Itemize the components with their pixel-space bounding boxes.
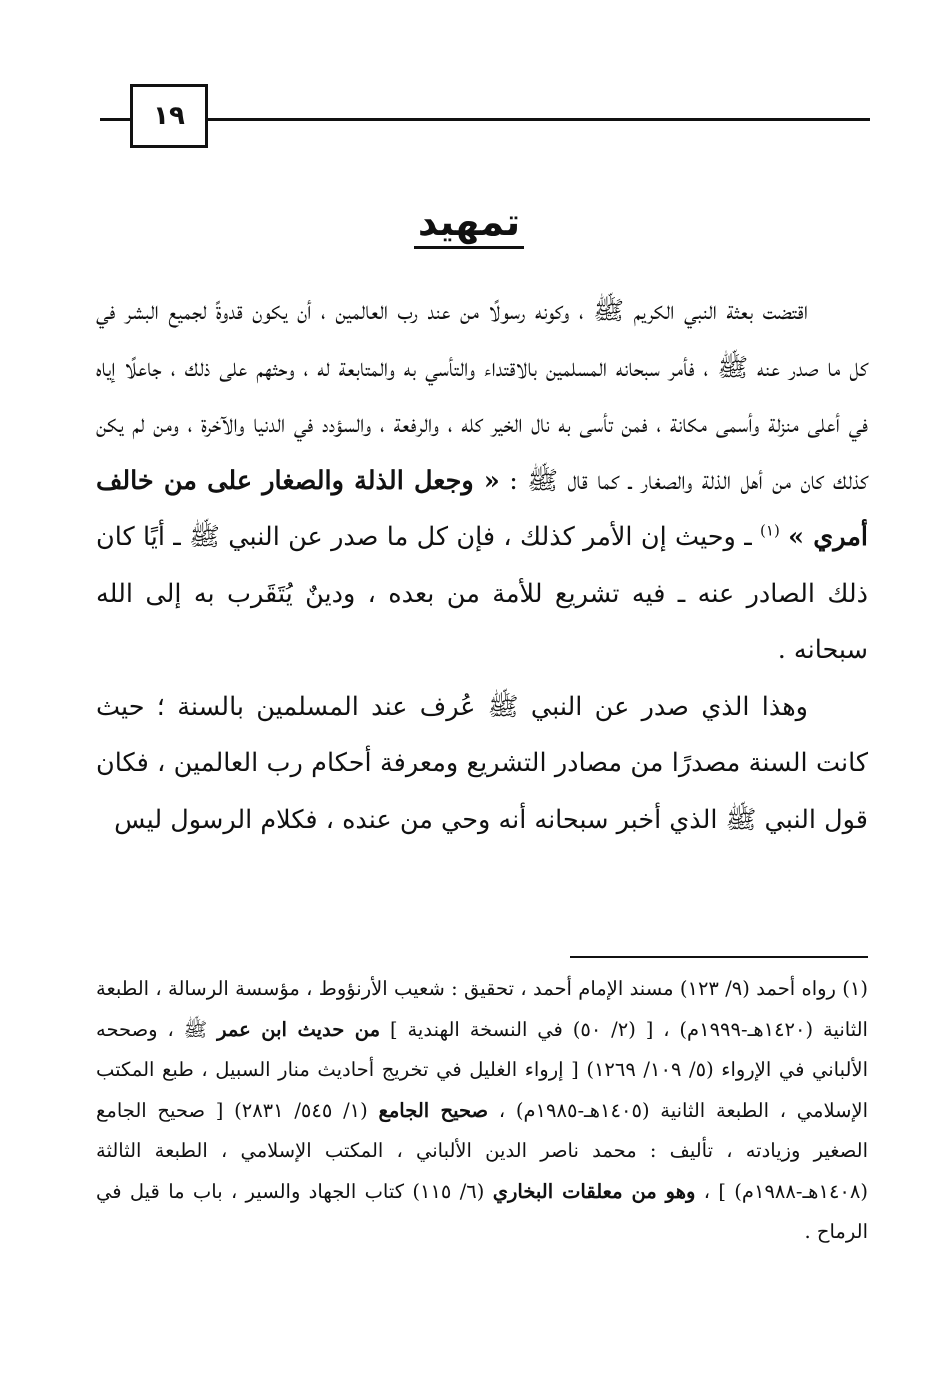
chapter-title (0, 200, 938, 244)
footnote-bold-3: وهو من معلقات البخاري (492, 1179, 696, 1203)
paragraph-1 (96, 283, 868, 679)
footnote-reference[interactable]: (١) (760, 521, 780, 540)
paragraph-1-before: اقتضت بعثة النبي الكريم ﷺ ، وكونه رسولًا من عند رب العالمين ، أن يكون قدوةً لجميع البشر في كل ما صدر عنه ﷺ ، فأمر سبحانه المسلمين بالاقتداء والتأسي به والمتابعة له ، وحثهم على ذلك ، جاعلًا إياه في أعلى منزلة وأسمى مكانة ، فمن تأسى به نال الخير كله ، والرفعة ، والسؤدد في الدنيا والآخرة ، ومن لم يكن كذلك كان من أهل الذلة والصغار ـ كما قال ﷺ : (96, 296, 868, 496)
hadith-quote: « وجعل الذلة والصغار على من خالف أمري » (96, 465, 869, 552)
footnote-text-3: (١/ ٥٤٥/ ٢٨٣١) [ صحيح الجامع الصغير وزيادته ، تأليف : محمد ناصر الدين الألباني ، المكتب الإسلامي ، الطبعة الثالثة (١٤٠٨هـ-١٩٨٨م) ] ، (96, 1098, 868, 1203)
footnote-bold-2: صحيح الجامع (378, 1098, 489, 1122)
page-number-text: ١٩ (153, 101, 185, 131)
paragraph-2 (96, 679, 868, 849)
footnote-text-4: (٦/ ١١٥) كتاب الجهاد والسير ، باب ما قيل في الرماح . (96, 1179, 868, 1243)
paragraph-2-text: وهذا الذي صدر عن النبي ﷺ عُرف عند المسلمين بالسنة ؛ حيث كانت السنة مصدرًا من مصادر التشريع ومعرفة أحكام رب العالمين ، فكان قول النبي ﷺ الذي أخبر سبحانه أنه وحي من عنده ، فكلام الرسول ليس (96, 691, 868, 835)
body-text (96, 283, 868, 848)
footnote-separator (570, 956, 868, 958)
footnote-block (96, 969, 868, 1253)
footnote-bold-1: من حديث ابن عمر (217, 1017, 381, 1041)
page-number (130, 84, 208, 148)
header-rule (100, 118, 870, 121)
paragraph-1-after: ـ وحيث إن الأمر كذلك ، فإن كل ما صدر عن النبي ﷺ ـ أيًا كان ذلك الصادر عنه ـ فيه تشريع للأمة من بعده ، ودينٌ يُتَقَرب به إلى الله سبحانه . (96, 522, 868, 665)
footnote-text-1: (١) رواه أحمد (٩/ ١٢٣) مسند الإمام أحمد ، تحقيق : شعيب الأرنؤوط ، مؤسسة الرسالة ، الطبعة الثانية (١٤٢٠هـ-١٩٩٩م) ، [ (٢/ ٥٠) في النسخة الهندية ] (96, 977, 868, 1041)
footnote-text-2: ﷺ ، وصححه الألباني في الإرواء (٥/ ١٠٩/ ١٢٦٩) [ إرواء الغليل في تخريج أحاديث منار السبيل ، طبع المكتب الإسلامي ، الطبعة الثانية (١٤٠٥هـ-١٩٨٥م) ، (96, 1017, 868, 1122)
chapter-title-text: تمهيد (414, 200, 524, 249)
